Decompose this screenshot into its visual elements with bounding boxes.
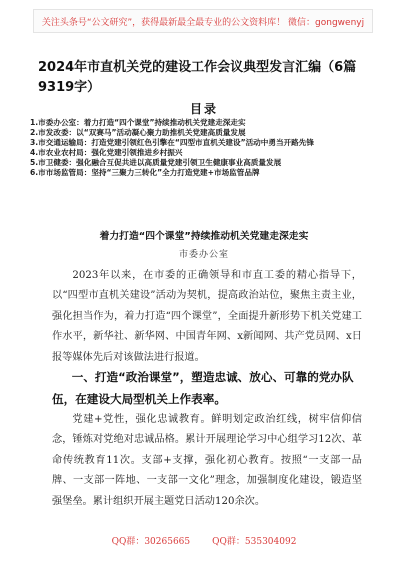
qq-group-1: QQ群：30265665 (111, 537, 191, 547)
toc-item[interactable]: 4.市农业农村局：强化党建引领推进乡村振兴 (30, 148, 183, 157)
toc-item[interactable]: 2.市发改委：以“双赛马”活动凝心聚力助推机关党建高质量发展 (30, 128, 246, 137)
toc-item[interactable]: 6.市市场监管局：坚持“三聚力三转化”全力打造党建+市场监管品牌 (30, 168, 260, 177)
qq-group-2: QQ群：535304092 (212, 537, 297, 547)
toc-heading: 目录 (189, 102, 218, 116)
promo-banner (33, 9, 373, 33)
toc-item[interactable]: 3.市交通运输局：打造党建引领红色引擎在“四型市直机关建设”活动中勇当开路先锋 (30, 138, 314, 147)
table-of-contents (30, 118, 380, 178)
toc-item[interactable]: 5.市卫健委：强化融合互促共进以高质量党建引领卫生健康事业高质量发展 (30, 158, 282, 167)
section-heading: 一、打造“政治课堂”，塑造忠诚、放心、可靠的党办队伍，在建设大局型机关上作表率。 (52, 370, 354, 406)
article-author: 市委办公室 (178, 250, 229, 260)
toc-item[interactable]: 1.市委办公室：着力打造“四个课堂”持续推动机关党建走深走实 (30, 118, 246, 127)
promo-banner-text: 关注头条号“公文研究”，获得最新最全最专业的公文资料库！ 微信：gongwenyj (41, 17, 365, 28)
body-paragraph: 2023年以来，在市委的正确领导和市直工委的精心指导下，以“四型市直机关建设”活动为契机，提高政治站位，聚焦主责主业，强化担当作为，着力打造“四个课堂”，全面提升新形势下机关党建工作水平，新华社、新华网、中国青年网、x新闻网、共产党员网、x日报等媒体先后对该做法进行报道。 (52, 270, 362, 363)
document-title: 2024年市直机关党的建设工作会议典型发言汇编（6篇9319字） (38, 60, 357, 95)
footer-contacts (0, 534, 408, 547)
article-title: 着力打造“四个课堂”持续推动机关党建走深走实 (99, 231, 309, 242)
body-paragraph: 党建+党性，强化忠诚教育。鲜明划定政治红线，树牢信仰信念，锤炼对党绝对忠诚品格。累计开展理论学习中心组学习12次、革命传统教育11次。支部+支撑，强化初心教育。按照“一支部一品牌、一支部一阵地、一支部一文化”理念，加强制度化建设，锻造坚强堡垒。累计组织开展主题党日活动120余次。 (52, 414, 362, 507)
